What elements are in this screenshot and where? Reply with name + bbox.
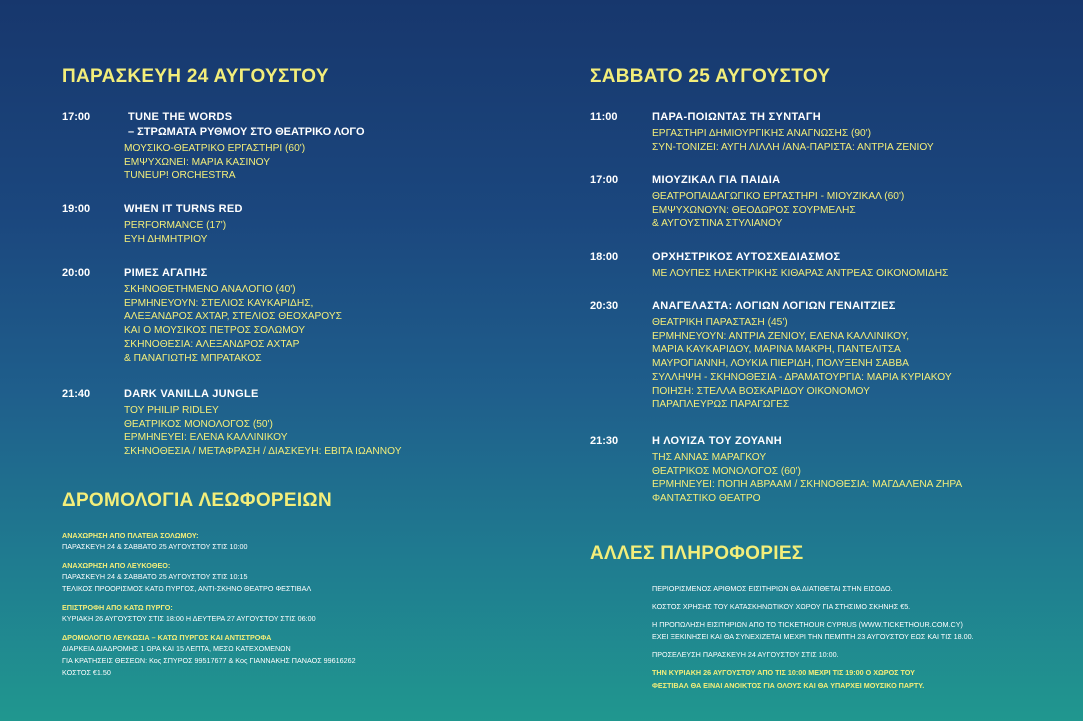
event-line: TUNEUP! ORCHESTRA <box>124 170 236 182</box>
friday-heading: ΠΑΡΑΣΚΕΥΗ 24 ΑΥΓΟΥΣΤΟΥ <box>62 66 329 87</box>
event-line: ΘΕΑΤΡΙΚΟΣ ΜΟΝΟΛΟΓΟΣ (60') <box>652 465 801 477</box>
event-line: ΜΑΡΙΑ ΚΑΥΚΑΡΙΔΟΥ, ΜΑΡΙΝΑ ΜΑΚΡΗ, ΠΑΝΤΕΛΙΤΣΑ <box>652 344 901 356</box>
event-time: 11:00 <box>590 111 618 123</box>
saturday-heading: ΣΑΒΒΑΤΟ 25 ΑΥΓΟΥΣΤΟΥ <box>590 66 831 87</box>
event-title: ΟΡΧΗΣΤΡΙΚΟΣ ΑΥΤΟΣΧΕΔΙΑΣΜΟΣ <box>652 251 841 263</box>
event-line: ΕΡΜΗΝΕΥΕΙ: ΕΛΕΝΑ ΚΑΛΛΙΝΙΚΟΥ <box>124 432 288 444</box>
bus-block-line: ΓΙΑ ΚΡΑΤΗΣΕΙΣ ΘΕΣΕΩΝ: Κος ΣΠΥΡΟΣ 99517677 & Κος ΓΙΑΝΝΑΚΗΣ ΠΑΝΑΟΣ 99616262 <box>62 656 356 665</box>
event-line: & ΑΥΓΟΥΣΤΙΝΑ ΣΤΥΛΙΑΝΟΥ <box>652 218 783 230</box>
bus-block-head: ΑΝΑΧΩΡΗΣΗ ΑΠΟ ΛΕΥΚΟΘΕΟ: <box>62 561 171 570</box>
event-time: 21:30 <box>590 435 619 447</box>
event-title: ΠΑΡΑ-ΠΟΙΩΝΤΑΣ ΤΗ ΣΥΝΤΑΓΗ <box>652 111 822 123</box>
event-line: ΘΕΑΤΡΟΠΑΙΔΑΓΩΓΙΚΟ ΕΡΓΑΣΤΗΡΙ - ΜΙΟΥΖΙΚΑΛ (60') <box>652 191 905 202</box>
event-time: 19:00 <box>62 203 91 215</box>
event-time: 20:00 <box>62 267 91 279</box>
bus-block-4 <box>62 633 356 679</box>
event-time: 21:40 <box>62 388 91 400</box>
event-subtitle: – ΣΤΡΩΜΑΤΑ ΡΥΘΜΟΥ ΣΤΟ ΘΕΑΤΡΙΚΟ ΛΟΓΟ <box>128 126 365 138</box>
bus-block-line: ΠΑΡΑΣΚΕΥΗ 24 & ΣΑΒΒΑΤΟ 25 ΑΥΓΟΥΣΤΟΥ ΣΤΙΣ 10:15 <box>62 572 248 581</box>
event-title: WHEN IT TURNS RED <box>124 203 243 215</box>
event-title: ΑΝΑΓΕΛΑΣΤΑ: ΛΟΓΙΩΝ ΛΟΓΙΩΝ ΓΕΝΑΙΤΖΙΕΣ <box>652 300 896 312</box>
bus-block-line: ΤΕΛΙΚΟΣ ΠΡΟΟΡΙΣΜΟΣ ΚΑΤΩ ΠΥΡΓΟΣ, ΑΝΤΙ-ΣΚΗΝΟ ΘΕΑΤΡΟ ΦΕΣΤΙΒΑΛ <box>62 584 312 593</box>
info-line-highlight: ΤΗΝ ΚΥΡΙΑΚΗ 26 ΑΥΓΟΥΣΤΟΥ ΑΠΟ ΤΙΣ 10:00 ΜΕΧΡΙ ΤΙΣ 19:00 Ο ΧΩΡΟΣ ΤΟΥ <box>652 668 915 677</box>
event-time: 17:00 <box>590 174 619 186</box>
event-time: 20:30 <box>590 300 619 312</box>
event-line: ΣΥΛΛΗΨΗ - ΣΚΗΝΟΘΕΣΙΑ - ΔΡΑΜΑΤΟΥΡΓΙΑ: ΜΑΡΙΑ ΚΥΡΙΑΚΟΥ <box>652 371 952 383</box>
event-line: ΘΕΑΤΡΙΚΗ ΠΑΡΑΣΤΑΣΗ (45') <box>652 317 788 328</box>
event-line: ΠΟΙΗΣΗ: ΣΤΕΛΛΑ ΒΟΣΚΑΡΙΔΟΥ ΟΙΚΟΝΟΜΟΥ <box>652 385 870 397</box>
event-line: & ΠΑΝΑΓΙΩΤΗΣ ΜΠΡΑΤΑΚΟΣ <box>124 352 262 364</box>
event-line: ΚΑΙ Ο ΜΟΥΣΙΚΟΣ ΠΕΤΡΟΣ ΣΟΛΩΜΟΥ <box>124 325 306 337</box>
event-line: ΘΕΑΤΡΙΚΟΣ ΜΟΝΟΛΟΓΟΣ (50') <box>124 418 273 430</box>
event-title: ΜΙΟΥΖΙΚΑΛ ΓΙΑ ΠΑΙΔΙΑ <box>652 174 781 186</box>
event-line: ΣΚΗΝΟΘΕΣΙΑ: ΑΛΕΞΑΝΔΡΟΣ ΑΧΤΑΡ <box>124 338 300 350</box>
event-line: ΜΑΥΡΟΓΙΑΝΝΗ, ΛΟΥΚΙΑ ΠΙΕΡΙΔΗ, ΠΟΛΥΞΕΝΗ ΣΑΒΒΑ <box>652 358 909 370</box>
event-line: ΠΑΡΑΠΛΕΥΡΩΣ ΠΑΡΑΓΩΓΕΣ <box>652 399 790 411</box>
event-line: ΜΟΥΣΙΚΟ-ΘΕΑΤΡΙΚΟ ΕΡΓΑΣΤΗΡΙ (60') <box>124 143 306 154</box>
info-line-highlight: ΦΕΣΤΙΒΑΛ ΘΑ ΕΙΝΑΙ ΑΝΟΙΚΤΟΣ ΓΙΑ ΟΛΟΥΣ ΚΑΙ ΘΑ ΥΠΑΡΧΕΙ ΜΟΥΣΙΚΟ ΠΑΡΤΥ. <box>652 681 925 690</box>
bus-block-head: ΑΝΑΧΩΡΗΣΗ ΑΠΟ ΠΛΑΤΕΙΑ ΣΟΛΩΜΟΥ: <box>62 531 199 540</box>
event-line: ΤΗΣ ΑΝΝΑΣ ΜΑΡΑΓΚΟΥ <box>652 452 767 463</box>
bus-block-line: ΠΑΡΑΣΚΕΥΗ 24 & ΣΑΒΒΑΤΟ 25 ΑΥΓΟΥΣΤΟΥ ΣΤΙΣ 10:00 <box>62 542 248 551</box>
event-line: ΜΕ ΛΟΥΠΕΣ ΗΛΕΚΤΡΙΚΗΣ ΚΙΘΑΡΑΣ ΑΝΤΡΕΑΣ ΟΙΚΟΝΟΜΙΔΗΣ <box>652 268 949 279</box>
bus-block-line: ΚΟΣΤΟΣ €1.50 <box>62 668 111 677</box>
event-line: ΕΡΜΗΝΕΥΟΥΝ: ΑΝΤΡΙΑ ΖΕΝΙΟΥ, ΕΛΕΝΑ ΚΑΛΛΙΝΙΚΟΥ, <box>652 330 910 342</box>
bus-block-line: ΔΙΑΡΚΕΙΑ ΔΙΑΔΡΟΜΗΣ 1 ΩΡΑ ΚΑΙ 15 ΛΕΠΤΑ, ΜΕΣΩ ΚΑΤΕΧΟΜΕΝΩΝ <box>62 644 291 653</box>
bus-block-head: ΕΠΙΣΤΡΟΦΗ ΑΠΟ ΚΑΤΩ ΠΥΡΓΟ: <box>62 603 173 612</box>
info-line: ΠΡΟΣΕΛΕΥΣΗ ΠΑΡΑΣΚΕΥΗ 24 ΑΥΓΟΥΣΤΟΥ ΣΤΙΣ 10:00. <box>652 650 839 659</box>
event-title: DARK VANILLA JUNGLE <box>124 388 259 400</box>
event-line: ΕΡΜΗΝΕΥΕΙ: ΠΟΠΗ ΑΒΡΑΑΜ / ΣΚΗΝΟΘΕΣΙΑ: ΜΑΓΔΑΛΕΝΑ ΖΗΡΑ <box>652 479 963 491</box>
info-heading: ΑΛΛΕΣ ΠΛΗΡΟΦΟΡΙΕΣ <box>590 543 804 564</box>
bus-block-3 <box>62 603 316 625</box>
bus-block-line: ΚΥΡΙΑΚΗ 26 ΑΥΓΟΥΣΤΟΥ ΣΤΙΣ 18:00 Η ΔΕΥΤΕΡΑ 27 ΑΥΓΟΥΣΤΟΥ ΣΤΙΣ 06:00 <box>62 614 316 623</box>
event-line: ΕΜΨΥΧΩΝΕΙ: ΜΑΡΙΑ ΚΑΣΙΝΟΥ <box>124 156 271 168</box>
event-line: ΤΟΥ PHILIP RIDLEY <box>124 405 219 416</box>
event-line: ΑΛΕΞΑΝΔΡΟΣ ΑΧΤΑΡ, ΣΤΕΛΙΟΣ ΘΕΟΧΑΡΟΥΣ <box>124 311 342 323</box>
info-line: ΕΧΕΙ ΞΕΚΙΝΗΣΕΙ ΚΑΙ ΘΑ ΣΥΝΕΧΙΖΕΤΑΙ ΜΕΧΡΙ ΤΗΝ ΠΕΜΠΤΗ 23 ΑΥΓΟΥΣΤΟΥ ΕΩΣ ΚΑΙ ΤΙΣ 18.00. <box>652 632 974 641</box>
event-line: ΣΚΗΝΟΘΕΤΗΜΕΝΟ ΑΝΑΛΟΓΙΟ (40') <box>124 284 296 295</box>
event-line: ΕΡΜΗΝΕΥΟΥΝ: ΣΤΕΛΙΟΣ ΚΑΥΚΑΡΙΔΗΣ, <box>124 297 314 309</box>
event-line: ΣΚΗΝΟΘΕΣΙΑ / ΜΕΤΑΦΡΑΣΗ / ΔΙΑΣΚΕΥΗ: ΕΒΙΤΑ ΙΩΑΝΝΟΥ <box>124 446 402 458</box>
event-title: Η ΛΟΥΙΖΑ ΤΟΥ ΖΟΥΑΝΗ <box>652 435 782 447</box>
event-title: TUNE THE WORDS <box>128 111 233 123</box>
event-line: ΦΑΝΤΑΣΤΙΚΟ ΘΕΑΤΡΟ <box>652 493 761 505</box>
event-time: 18:00 <box>590 251 619 263</box>
bus-block-1 <box>62 531 248 553</box>
event-line: PERFORMANCE (17') <box>124 220 227 231</box>
info-line: ΚΟΣΤΟΣ ΧΡΗΣΗΣ ΤΟΥ ΚΑΤΑΣΚΗΝΩΤΙΚΟΥ ΧΩΡΟΥ ΓΙΑ ΣΤΗΣΙΜΟ ΣΚΗΝΗΣ €5. <box>652 602 911 611</box>
event-line: ΕΥΗ ΔΗΜΗΤΡΙΟΥ <box>124 233 208 245</box>
info-line: Η ΠΡΟΠΩΛΗΣΗ ΕΙΣΙΤΗΡΙΩΝ ΑΠΟ ΤΟ TICKETHOUR CYPRUS (WWW.TICKETHOUR.COM.CY) <box>652 620 963 629</box>
bus-heading: ΔΡΟΜΟΛΟΓΙΑ ΛΕΩΦΟΡΕΙΩΝ <box>62 490 332 511</box>
event-line: ΕΜΨΥΧΩΝΟΥΝ: ΘΕΟΔΩΡΟΣ ΣΟΥΡΜΕΛΗΣ <box>652 204 856 216</box>
bus-block-head: ΔΡΟΜΟΛΟΓΙΟ ΛΕΥΚΩΣΙΑ – ΚΑΤΩ ΠΥΡΓΟΣ ΚΑΙ ΑΝΤΙΣΤΡΟΦΑ <box>62 633 272 642</box>
event-time: 17:00 <box>62 111 91 123</box>
event-line: ΣΥΝ-ΤΟΝΙΖΕΙ: ΑΥΓΗ ΛΙΛΛΗ /ΑΝΑ-ΠΑΡΙΣΤΑ: ΑΝΤΡΙΑ ΖΕΝΙΟΥ <box>652 141 934 153</box>
bus-block-2 <box>62 561 311 595</box>
event-line: ΕΡΓΑΣΤΗΡΙ ΔΗΜΙΟΥΡΓΙΚΗΣ ΑΝΑΓΝΩΣΗΣ (90') <box>652 128 872 139</box>
info-line: ΠΕΡΙΟΡΙΣΜΕΝΟΣ ΑΡΙΘΜΟΣ ΕΙΣΙΤΗΡΙΩΝ ΘΑ ΔΙΑΤΙΘΕΤΑΙ ΣΤΗΝ ΕΙΣΟΔΟ. <box>652 584 893 593</box>
event-title: ΡΙΜΕΣ ΑΓΑΠΗΣ <box>124 267 208 279</box>
